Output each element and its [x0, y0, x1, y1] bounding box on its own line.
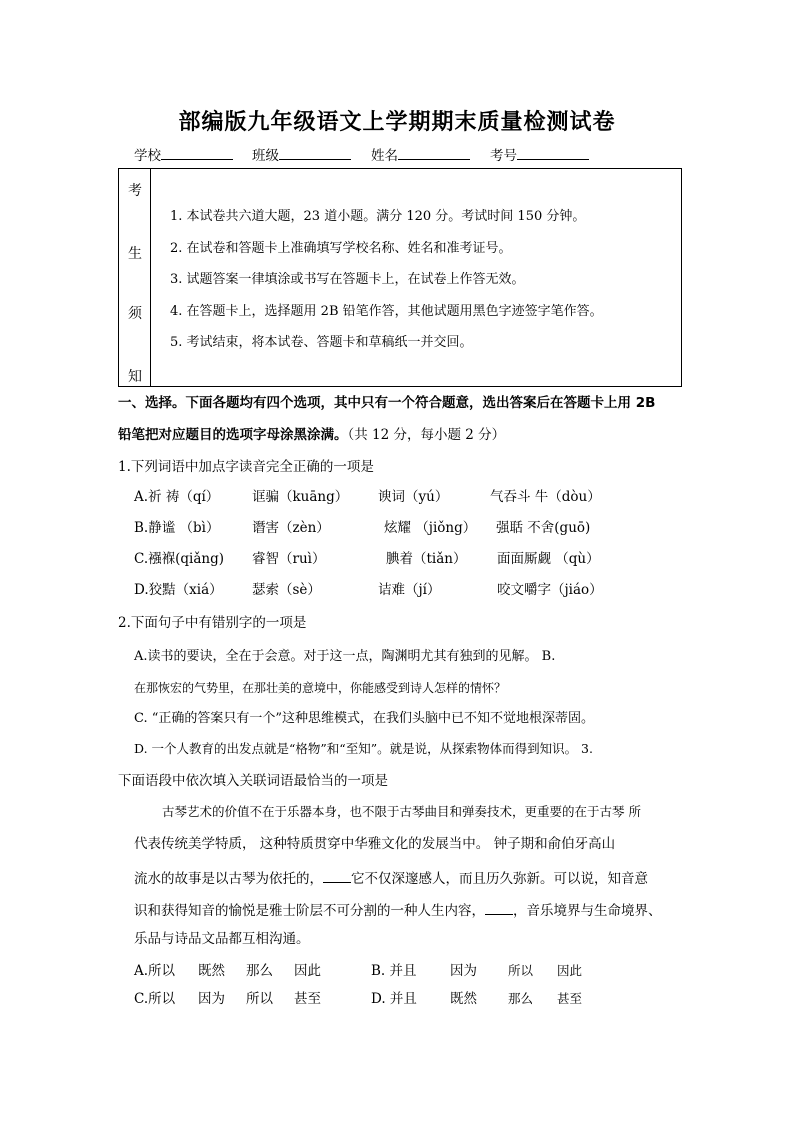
q1-option-b: B.静谧 （bì）: [134, 520, 220, 536]
q3-option-b: 因为: [450, 963, 477, 979]
q1-option-b: 炫耀 （jiǒng）: [384, 520, 477, 536]
q3-option-a: 那么: [246, 963, 273, 979]
exam-no-field: [490, 147, 589, 164]
q3-text: 它不仅深邃感人，而且历久弥新。可以说，知音意: [351, 871, 648, 887]
q1-option-b: 谮害（zèn）: [252, 520, 330, 536]
q1-option-d: 诘难（jí）: [378, 582, 441, 598]
q3-option-a: 因此: [294, 963, 321, 979]
q2-option-b: 在那恢宏的气势里，在那壮美的意境中，你能感受到诗人怎样的情怀？: [134, 681, 507, 695]
q2-option-d: D. 一个人教育的出发点就是“格物”和“至知”。就是说，从探索物体而得到知识。 3.: [134, 741, 593, 756]
q3-paragraph-line: 乐品与诗品文品都互相沟通。: [134, 931, 310, 947]
q1-option-d: D.狡黠（xiá）: [134, 582, 223, 598]
notice-item: 4. 在答题卡上，选择题用 2B 铅笔作答，其他试题用黑色字迹签字笔作答。: [170, 304, 603, 319]
q1-option-a: A.祈 祷（qí）: [134, 489, 220, 505]
q3-text: 流水的故事是以古琴为依托的，: [134, 871, 323, 887]
q3-paragraph-line: [134, 870, 648, 887]
q3-stem: 下面语段中依次填入关联词语最恰当的一项是: [118, 773, 388, 789]
q2-option-c: C. “正确的答案只有一个”这种思维模式，在我们头脑中已不知不觉地根深蒂固。: [134, 711, 595, 726]
exam-no-label: 考号: [490, 148, 517, 164]
notice-item: 2. 在试卷和答题卡上准确填写学校名称、姓名和准考证号。: [170, 241, 512, 256]
q3-option-c: 所以: [246, 991, 273, 1007]
q1-option-c: 睿智（ruì）: [252, 551, 326, 567]
school-field: [134, 147, 233, 164]
q2-stem: 2.下面句子中有错别字的一项是: [118, 615, 307, 631]
q1-option-b: 强聒 不舍(guō): [496, 520, 591, 536]
class-label: 班级: [252, 148, 279, 164]
q3-paragraph-line: [134, 902, 662, 919]
q1-option-a: 气吞斗 牛（dòu）: [490, 489, 601, 505]
q1-option-a: 谀词（yú）: [378, 489, 449, 505]
school-blank: [161, 147, 233, 160]
q3-option-d: 既然: [450, 991, 477, 1007]
notice-side-char: 知: [128, 369, 142, 385]
q1-option-c: 腆着（tiǎn）: [386, 551, 467, 567]
q3-option-c: 甚至: [294, 991, 321, 1007]
exam-no-blank: [517, 147, 589, 160]
q3-option-a: A.所以: [134, 963, 176, 979]
q3-option-b: 所以: [508, 963, 534, 978]
q2-option-a: A.读书的要诀，全在于会意。对于这一点，陶渊明尤其有独到的见解。 B.: [134, 649, 556, 664]
q1-stem: 1.下列词语中加点字读音完全正确的一项是: [118, 459, 374, 475]
q3-option-a: 既然: [198, 963, 225, 979]
notice-item: 1. 本试卷共六道大题，23 道小题。满分 120 分。考试时间 150 分钟。: [170, 209, 586, 224]
name-blank: [398, 147, 470, 160]
notice-item: 5. 考试结束，将本试卷、答题卡和草稿纸一并交回。: [170, 335, 473, 350]
q3-option-d: D. 并且: [371, 991, 417, 1007]
notice-item: 3. 试题答案一律填涂或书写在答题卡上，在试卷上作答无效。: [170, 272, 525, 287]
notice-side-char: 须: [128, 306, 142, 322]
class-blank: [279, 147, 351, 160]
notice-side-char: 考: [128, 183, 142, 199]
q3-option-b: 因此: [557, 963, 583, 978]
q3-blank: [485, 902, 513, 915]
q3-option-b: B. 并且: [371, 963, 417, 979]
q1-option-d: 瑟索（sè）: [252, 582, 321, 598]
section1-heading-line2: [118, 429, 505, 443]
q1-option-a: 诓骗（kuāng）: [252, 489, 349, 505]
notice-side-char: 生: [128, 246, 142, 262]
q3-paragraph-line: 代表传统美学特质， 这种特质贯穿中华雅文化的发展当中。 钟子期和俞伯牙高山: [134, 836, 616, 852]
notice-divider: [150, 168, 151, 387]
q3-paragraph-line: 古琴艺术的价值不在于乐器本身，也不限于古琴曲目和弹奏技术，更重要的在于古琴 所: [162, 804, 641, 819]
section1-score: （共 12 分，每小题 2 分）: [347, 427, 506, 443]
q3-option-c: 因为: [198, 991, 225, 1007]
q1-option-d: 咬文嚼字（jiáo）: [497, 582, 603, 598]
class-field: [252, 147, 351, 164]
q3-blank: [323, 870, 351, 883]
q3-option-d: 甚至: [557, 991, 583, 1006]
q3-text: ，音乐境界与生命境界、: [513, 903, 662, 919]
q3-option-c: C.所以: [134, 991, 176, 1007]
name-field: [371, 147, 470, 164]
section1-heading: 一、选择。下面各题均有四个选项，其中只有一个符合题意，选出答案后在答题卡上用 2B: [118, 395, 656, 411]
section1-instruction: 铅笔把对应题目的选项字母涂黑涂满。: [118, 427, 348, 443]
q1-option-c: 面面厮觑 （qù）: [497, 551, 600, 567]
school-label: 学校: [134, 148, 161, 164]
q3-option-d: 那么: [508, 991, 534, 1006]
q1-option-c: C.襁褓(qiǎng): [134, 551, 225, 567]
q3-text: 识和获得知音的愉悦是雅士阶层不可分割的一种人生内容，: [134, 903, 485, 919]
page-title: 部编版九年级语文上学期期末质量检测试卷: [178, 110, 616, 135]
name-label: 姓名: [371, 148, 398, 164]
